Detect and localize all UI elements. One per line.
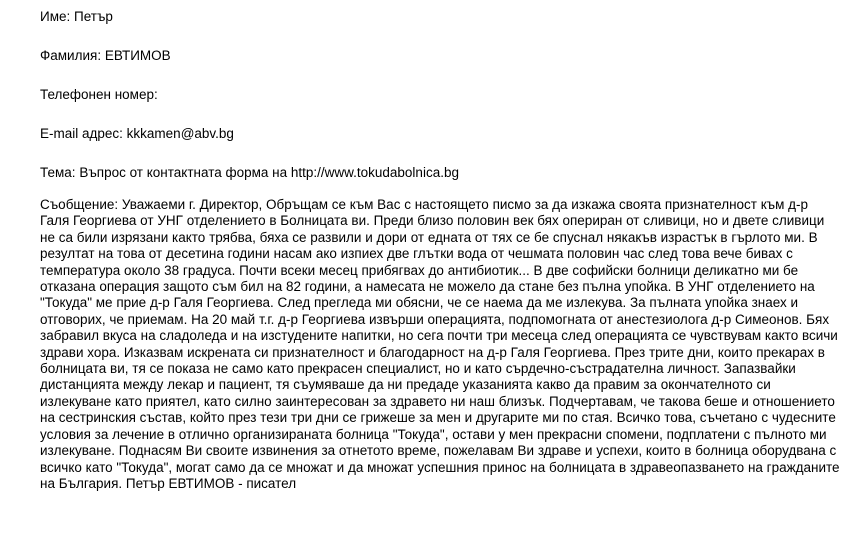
email-address-value: kkkamen@abv.bg bbox=[126, 126, 234, 141]
message-label: Съобщение: bbox=[40, 197, 119, 212]
field-message bbox=[40, 197, 840, 492]
email-address-label: E-mail адрес: bbox=[40, 126, 123, 141]
last-name-label: Фамилия: bbox=[40, 48, 102, 63]
field-phone-number bbox=[40, 87, 840, 104]
field-last-name bbox=[40, 48, 840, 65]
subject-value: Въпрос от контактната форма на http://www.tokudabolnica.bg bbox=[79, 165, 459, 180]
subject-label: Тема: bbox=[40, 165, 76, 180]
field-first-name bbox=[40, 9, 840, 26]
message-body-text: Уважаеми г. Директор, Обръщам се към Вас с настоящето писмо за да изкажа своята признателност към д-р Галя Георгиева от УНГ отделението в Болницата ви. Преди близо половин век бях опериран от сливици, но и двете сливици не са били изрязани както трябва, бяха се развили и дори от едната от тях се бе спуснал някакъв израстък в гърлото ми. В резултат на това от десетина години насам ако изпиех две глътки вода от чешмата половин час след това вече бивах с температура около 38 градуса. Почти всеки месец прибягвах до антибиотик... В две софийски болници деликатно ми бе отказана операция защото съм бил на 82 години, а намесата не можело да стане без пълна упойка. В УНГ отделението на "Токуда" ме прие д-р Галя Георгиева. След прегледа ми обясни, че се наема да ме излекува. За пълната упойка знаех и отговорих, че приемам. На 20 май т.г. д-р Георгиева извърши операцията, подпомогната от анестезиолога д-р Симеонов. Бях забравил вкуса на сладоледа и на изстудените напитки, но сега почти три месеца след операцията се чувствувам както всичи здрави хора. Изказвам искрената си признателност и благодарност на д-р Галя Георгиева. През трите дни, които прекарах в болницата ви, тя се показа не само като прекрасен специалист, но и като сърдечно-състрадателна личност. Запазвайки дистанцията между лекар и пациент, тя съумяваше да ни предаде указанията какво да правим за окончателното си излекуване като приятел, като силно заинтересован за здравето ни наш близък. Подчертавам, че такова беше и отношението на сестринския състав, който през тези три дни се грижеше за мен и другарите ми по стая. Всичко това, съчетано с чудесните условия за лечение в отлично организираната болница "Токуда", остави у мен прекрасни спомени, подплатени с пълното ми излекуване. Поднасям Ви своите извинения за отнетото време, пожелавам Ви здраве и успехи, които в болница оборудвана с всичко като "Токуда", могат само да се множат и да множат успешния принос на болницата в здравеопазването на гражданите на България. Петър ЕВТИМОВ - писател bbox=[40, 197, 840, 491]
field-email-address bbox=[40, 126, 840, 143]
field-subject bbox=[40, 165, 840, 182]
first-name-label: Име: bbox=[40, 9, 71, 24]
first-name-value: Петър bbox=[74, 9, 113, 24]
phone-number-label: Телефонен номер: bbox=[40, 87, 158, 102]
last-name-value: ЕВТИМОВ bbox=[104, 48, 171, 63]
